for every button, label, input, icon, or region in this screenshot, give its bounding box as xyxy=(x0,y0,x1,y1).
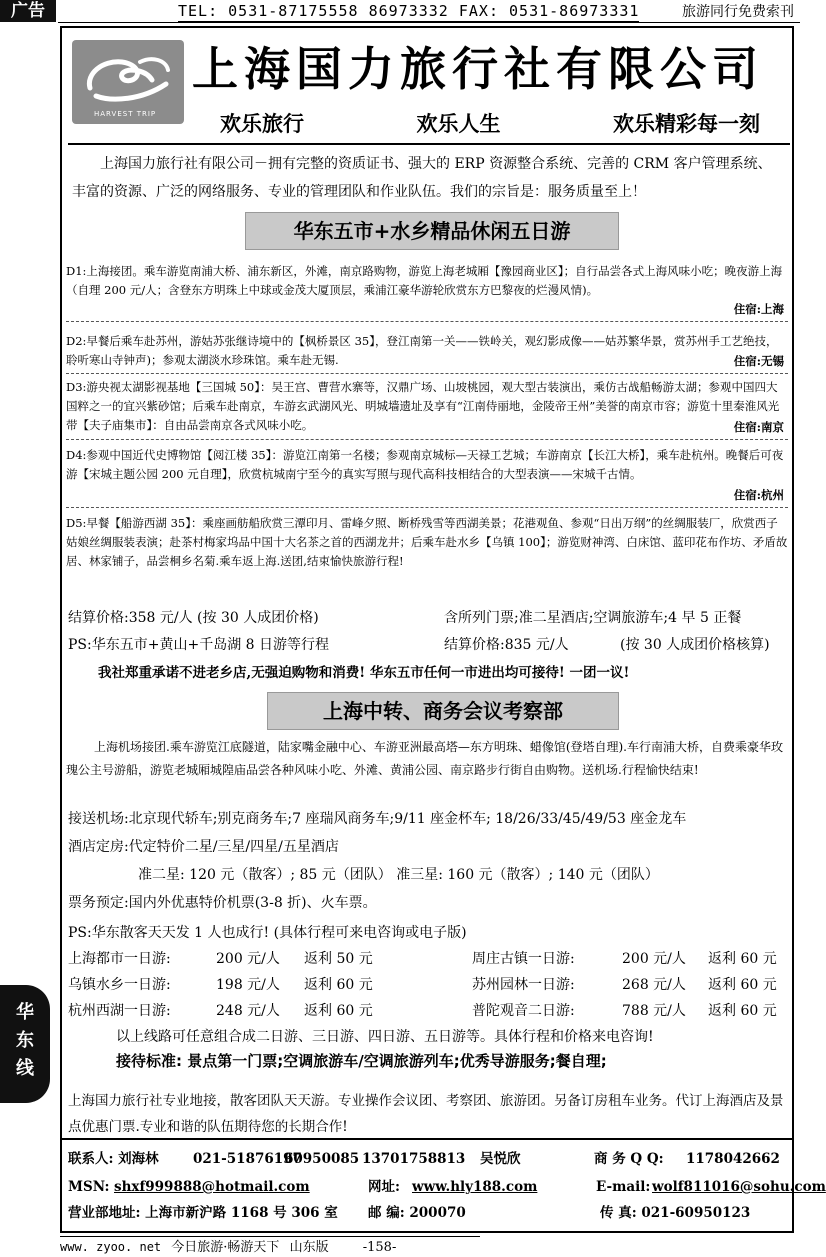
ad-tag: 广告 xyxy=(0,0,56,22)
contact-person-2: 吴悦欣 xyxy=(480,1151,521,1167)
slogans xyxy=(220,108,760,138)
tour1-ps-note: (按 30 人成团价格核算) xyxy=(620,637,770,653)
day-tour-rebate: 返利 60 元 xyxy=(304,977,373,993)
hotel-prices: 准二星: 120 元（散客）; 85 元（团队） 准三星: 160 元（散客）; 140 元（团队） xyxy=(138,867,659,883)
itinerary-text-day-2: D2:早餐后乘车赴苏州，游姑苏张继诗境中的【枫桥景区 35】，登江南第一关——铁岭关，观幻影成像——姑苏繁华景，赏苏州手工艺绝技，聆听寒山寺钟声)；参观太湖淡水珍珠馆。乘车赴无锡. xyxy=(66,334,778,367)
itinerary-text-day-5: D5:早餐【船游西湖 35】：乘座画舫船欣赏三潭印月、雷峰夕照、断桥残雪等西湖美景；花港观鱼、参观“日出万纲”的丝绸服装厂，欣赏西子姑娘丝绸服装表演；赴茶村梅家坞品中国十大名茶之首的西湖龙井；后乘车赴水乡【乌镇 100】；游览财神湾、白床馆、蓝印花布作坊、矛盾故居、林家铺子，品尝桐乡名菊.乘车返上海.送团,结束愉快旅游行程! xyxy=(66,516,788,568)
day-tour-rebate: 返利 60 元 xyxy=(708,977,777,993)
phone-2: 60950085 xyxy=(284,1151,360,1167)
divider xyxy=(66,439,788,440)
company-title: 上海国力旅行社有限公司 xyxy=(192,42,764,96)
day-tour-price: 788 元/人 xyxy=(622,1003,686,1019)
day-tour-price: 200 元/人 xyxy=(622,951,686,967)
divider xyxy=(66,373,788,374)
fax: 传 真: 021-60950123 xyxy=(600,1205,751,1221)
brand-rule xyxy=(68,143,790,145)
office-address: 营业部地址: 上海市新沪路 1168 号 306 室 xyxy=(68,1205,338,1221)
combo-note: 以上线路可任意组合成二日游、三日游、四日游、五日游等。具体行程和价格来电咨询! xyxy=(116,1029,654,1045)
service-standard: 接待标准: 景点第一门票;空调旅游车/空调旅游列车;优秀导游服务;餐自理; xyxy=(116,1052,607,1070)
tour1-promise: 我社郑重承诺不进老乡店,无强迫购物和消费! 华东五市任何一市进出均可接待! 一团一议! xyxy=(98,665,630,681)
itinerary-day-3 xyxy=(66,378,788,438)
itinerary-text-day-1: D1:上海接团。乘车游览南浦大桥、浦东新区，外滩，南京路购物，游览上海老城厢【豫园商业区】；自行品尝各式上海风味小吃；晚夜游上海（自理 200 元/人；含登东方明珠上中球或金茂大厦顶层，乘浦江豪华游轮欣赏东方巴黎夜的烂漫风情)。 xyxy=(66,264,783,297)
hotel-booking: 酒店定房:代定特价二星/三星/四星/五星酒店 xyxy=(68,839,339,855)
brand-header xyxy=(72,34,788,146)
footer-edition: 山东版 xyxy=(289,1240,329,1255)
msn-label: MSN: xyxy=(68,1179,110,1195)
company-intro: 上海国力旅行社有限公司－拥有完整的资质证书、强大的 ERP 资源整合系统、完善的 CRM 客户管理系统、丰富的资源、广泛的网络服务、专业的管理团队和作业队伍。我们的宗旨是：服务质量至上！ xyxy=(72,156,772,200)
qq-number: 1178042662 xyxy=(686,1151,780,1167)
tour2-ps: PS:华东散客天天发 1 人也成行! (具体行程可来电咨询或电子版) xyxy=(68,925,467,941)
email-link[interactable]: wolf811016@sohu.com xyxy=(652,1179,826,1195)
day-tour-rebate: 返利 60 元 xyxy=(304,1003,373,1019)
email-label: E-mail: xyxy=(596,1179,651,1195)
divider xyxy=(66,507,788,508)
msn-link[interactable]: shxf999888@hotmail.com xyxy=(114,1179,310,1195)
divider xyxy=(66,321,788,322)
itinerary-day-4 xyxy=(66,446,788,506)
day-tour-prices xyxy=(68,946,780,1026)
lodge-day-3: 住宿:南京 xyxy=(733,420,784,434)
day-tour-name: 杭州西湖一日游: xyxy=(68,1003,171,1019)
day-tour-price: 200 元/人 xyxy=(216,951,280,967)
tour2-description: 上海机场接团.乘车游览江底隧道，陆家嘴金融中心、车游亚洲最高塔—东方明珠、蜡像馆(登塔自理).车行南浦大桥，自费乘豪华玫瑰公主号游船，游览老城厢城隍庙品尝各种风味小吃、外滩、黄浦公园、南京路步行街自由购物。送机场.行程愉快结束! xyxy=(66,740,783,777)
cloud-swirl-icon xyxy=(82,48,174,108)
tour1-ps-price: 结算价格:835 元/人 xyxy=(444,637,569,653)
page-footer xyxy=(60,1238,460,1257)
closing-statement: 上海国力旅行社专业地接，散客团队天天游。专业操作会议团、考察团、旅游团。另备订房租车业务。代订上海酒店及景点优惠门票.专业和谐的队伍期待您的长期合作! xyxy=(68,1093,784,1135)
contact-person: 联系人: 刘海林 xyxy=(68,1151,159,1167)
region-label: 华东线 xyxy=(16,1002,34,1079)
page-number: -158- xyxy=(362,1240,397,1255)
logo-text: HARVEST TRIP xyxy=(94,110,157,118)
header-rule xyxy=(58,22,800,23)
ticket-booking: 票务预定:国内外优惠特价机票(3-8 折)、火车票。 xyxy=(68,895,377,911)
website-label: 网址: xyxy=(368,1179,400,1195)
top-bar xyxy=(0,0,800,24)
phone-1: 021-51876197 xyxy=(193,1151,302,1167)
lodge-day-4: 住宿:杭州 xyxy=(733,488,784,502)
day-tour-price: 248 元/人 xyxy=(216,1003,280,1019)
tour1-banner: 华东五市+水乡精品休闲五日游 xyxy=(245,212,619,250)
lodge-day-1: 住宿:上海 xyxy=(733,302,784,316)
qq-label: 商 务 Q Q: xyxy=(594,1151,664,1167)
contact-rule xyxy=(62,1138,792,1140)
company-logo xyxy=(72,40,184,124)
day-tour-name: 普陀观音二日游: xyxy=(472,1003,575,1019)
slogan-3: 欢乐精彩每一刻 xyxy=(613,112,760,136)
header-contact: TEL: 0531-87175558 86973332 FAX: 0531-86973331 xyxy=(178,2,640,20)
day-tour-rebate: 返利 50 元 xyxy=(304,951,373,967)
slogan-2: 欢乐人生 xyxy=(416,112,501,136)
itinerary-day-2 xyxy=(66,332,788,372)
day-tour-name: 上海都市一日游: xyxy=(68,951,171,967)
day-tour-rebate: 返利 60 元 xyxy=(708,951,777,967)
region-side-tab xyxy=(0,985,50,1103)
itinerary-text-day-4: D4:参观中国近代史博物馆【阅江楼 35】：游览江南第一名楼；参观南京城标—天禄工艺城；车游南京【长江大桥】，乘车赴杭州。晚餐后可夜游【宋城主题公园 200 元自理】，欣赏杭城南宁至今的真实写照与现代高科技相结合的大型表演——宋城千古情。 xyxy=(66,448,784,481)
tour1-inclusions: 含所列门票;准二星酒店;空调旅游车;4 早 5 正餐 xyxy=(444,610,742,626)
itinerary-day-5 xyxy=(66,514,788,594)
day-tour-name: 乌镇水乡一日游: xyxy=(68,977,171,993)
tour1-ps: PS:华东五市+黄山+千岛湖 8 日游等行程 xyxy=(68,637,329,653)
phone-3: 13701758813 xyxy=(362,1151,466,1167)
day-tour-rebate: 返利 60 元 xyxy=(708,1003,777,1019)
itinerary-day-1 xyxy=(66,262,788,320)
day-tour-price: 268 元/人 xyxy=(622,977,686,993)
day-tour-price: 198 元/人 xyxy=(216,977,280,993)
transfer-info: 接送机场:北京现代轿车;别克商务车;7 座瑞风商务车;9/11 座金杯车; 18/26/33/45/49/53 座金龙车 xyxy=(68,811,687,827)
footer-site: www. zyoo. net xyxy=(60,1240,162,1254)
header-right-tag: 旅游同行免费索刊 xyxy=(682,4,794,20)
day-tour-name: 周庄古镇一日游: xyxy=(472,951,575,967)
footer-rule xyxy=(60,1236,480,1237)
footer-slogan: 今日旅游·畅游天下 xyxy=(171,1240,280,1255)
lodge-day-2: 住宿:无锡 xyxy=(733,354,784,368)
slogan-1: 欢乐旅行 xyxy=(220,112,304,136)
itinerary-text-day-3: D3:游央视太湖影视基地【三国城 50】：吴王宫、曹营水寨等，汉鼎广场、山坡桃园，观大型古装演出，乘仿古战船畅游太湖；参观中国四大国粹之一的宜兴紫砂馆；后乘车赴南京，车游玄武湖风光、明城墙遗址及享有“江南侍丽地，金陵帝王州”美誉的南京市容；游览十里秦淮风光带【夫子庙集市】：自由品尝南京各式风味小吃。 xyxy=(66,380,780,432)
day-tour-name: 苏州园林一日游: xyxy=(472,977,575,993)
tour2-banner: 上海中转、商务会议考察部 xyxy=(267,692,619,730)
postcode: 邮 编: 200070 xyxy=(368,1205,466,1221)
tour1-price: 结算价格:358 元/人 (按 30 人成团价格) xyxy=(68,610,319,626)
website-link[interactable]: www.hly188.com xyxy=(412,1179,538,1195)
